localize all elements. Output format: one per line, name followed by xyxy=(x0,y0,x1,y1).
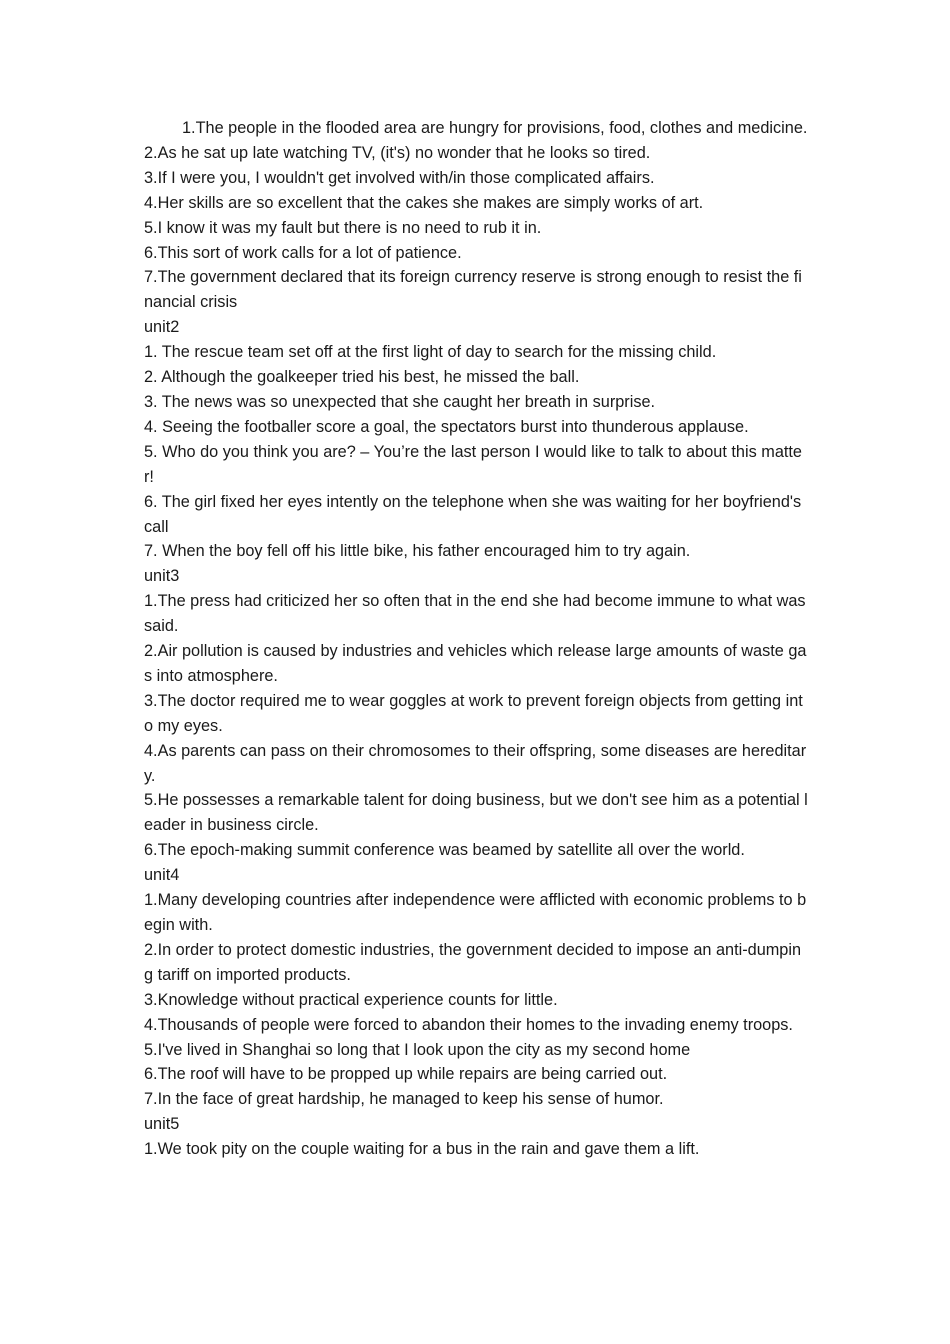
sentence-unit1-3: 3.If I were you, I wouldn't get involved with/in those complicated affairs. xyxy=(144,168,655,187)
sentence-unit2-4: 4. Seeing the footballer score a goal, the spectators burst into thunderous applause. xyxy=(144,417,749,436)
sentence-unit3-6: 6.The epoch-making summit conference was beamed by satellite all over the world. xyxy=(144,841,745,860)
sentence-unit2-5: 5. Who do you think you are? – You’re the last person I would like to talk to about this matter! xyxy=(144,442,802,486)
sentence-unit2-2: 2. Although the goalkeeper tried his best, he missed the ball. xyxy=(144,368,580,387)
sentence-unit1-1: 1.The people in the flooded area are hungry for provisions, food, clothes and medicine. xyxy=(182,119,808,137)
unit-heading-2: unit2 xyxy=(144,318,180,337)
sentence-unit3-5: 5.He possesses a remarkable talent for doing business, but we don't see him as a potential leader in business circle. xyxy=(144,791,808,835)
sentence-unit1-4: 4.Her skills are so excellent that the cakes she makes are simply works of art. xyxy=(144,193,704,212)
sentence-unit2-3: 3. The news was so unexpected that she caught her breath in surprise. xyxy=(144,392,656,411)
sentence-unit5-1: 1.We took pity on the couple waiting for a bus in the rain and gave them a lift. xyxy=(144,1140,700,1159)
sentence-unit1-5: 5.I know it was my fault but there is no need to rub it in. xyxy=(144,218,542,237)
sentence-unit4-3: 3.Knowledge without practical experience counts for little. xyxy=(144,990,558,1009)
sentence-unit2-1: 1. The rescue team set off at the first light of day to search for the missing child. xyxy=(144,343,717,362)
document-body xyxy=(144,116,808,1162)
sentence-unit4-1: 1.Many developing countries after independence were afflicted with economic problems to begin with. xyxy=(144,891,807,934)
sentence-unit1-7: 7.The government declared that its foreign currency reserve is strong enough to resist the financial crisis xyxy=(144,268,802,312)
sentence-unit4-7: 7.In the face of great hardship, he managed to keep his sense of humor. xyxy=(144,1090,664,1109)
sentence-unit1-2: 2.As he sat up late watching TV, (it's) no wonder that he looks so tired. xyxy=(144,143,651,162)
sentence-unit2-7: 7. When the boy fell off his little bike, his father encouraged him to try again. xyxy=(144,542,691,561)
sentence-unit4-2: 2.In order to protect domestic industries, the government decided to impose an anti-dumping tariff on imported products. xyxy=(144,940,802,984)
sentence-unit3-4: 4.As parents can pass on their chromosomes to their offspring, some diseases are hereditary. xyxy=(144,741,807,785)
sentence-unit3-2: 2.Air pollution is caused by industries and vehicles which release large amounts of waste gas into atmosphere. xyxy=(144,642,807,685)
sentence-unit4-5: 5.I've lived in Shanghai so long that I look upon the city as my second home xyxy=(144,1040,691,1059)
sentence-unit4-6: 6.The roof will have to be propped up while repairs are being carried out. xyxy=(144,1065,668,1084)
sentence-unit4-4: 4.Thousands of people were forced to abandon their homes to the invading enemy troops. xyxy=(144,1015,793,1034)
sentence-unit3-3: 3.The doctor required me to wear goggles at work to prevent foreign objects from getting into my eyes. xyxy=(144,691,803,735)
unit-heading-4: unit4 xyxy=(144,866,180,885)
sentence-unit3-1: 1.The press had criticized her so often that in the end she had become immune to what was said. xyxy=(144,592,806,636)
sentence-unit2-6: 6. The girl fixed her eyes intently on the telephone when she was waiting for her boyfriend's call xyxy=(144,492,802,536)
sentence-unit1-6: 6.This sort of work calls for a lot of patience. xyxy=(144,243,462,262)
unit-heading-5: unit5 xyxy=(144,1115,180,1134)
unit-heading-3: unit3 xyxy=(144,567,180,586)
